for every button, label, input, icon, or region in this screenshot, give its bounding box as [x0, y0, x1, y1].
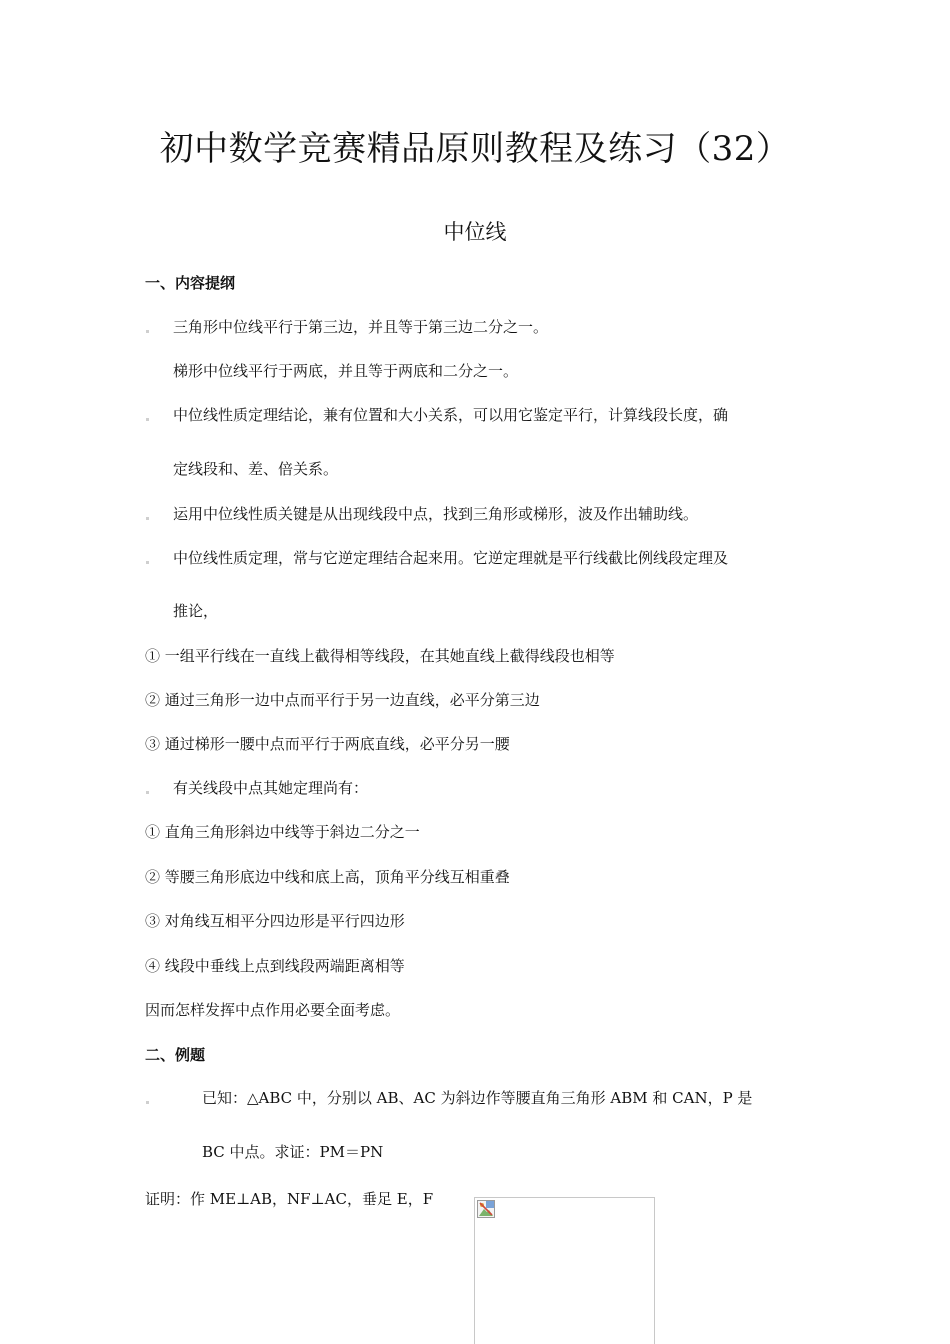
list-marker: [146, 517, 149, 520]
list-marker: [146, 561, 149, 564]
paragraph-4: 运用中位线性质关键是从出现线段中点，找到三角形或梯形，波及作出辅助线。: [173, 505, 699, 523]
page-title: 初中数学竞赛精品原则教程及练习（32）: [159, 129, 791, 169]
midpoint-theorem-2: ② 等腰三角形底边中线和底上高，顶角平分线互相重叠: [145, 868, 510, 886]
heading-outline: 一、内容提纲: [145, 274, 236, 292]
theorem-item-3: ③ 通过梯形一腰中点而平行于两底直线，必平分另一腰: [145, 735, 510, 753]
midpoint-theorem-4: ④ 线段中垂线上点到线段两端距离相等: [145, 957, 405, 975]
paragraph-3a: 中位线性质定理结论，兼有位置和大小关系，可以用它鉴定平行，计算线段长度，确: [173, 406, 729, 424]
midpoint-theorem-1: ① 直角三角形斜边中线等于斜边二分之一: [145, 823, 420, 841]
list-marker: [146, 1101, 149, 1104]
section-subtitle: 中位线: [443, 220, 507, 244]
paragraph-2: 梯形中位线平行于两底，并且等于两底和二分之一。: [173, 362, 519, 380]
list-marker: [146, 330, 149, 333]
figure-image: [474, 1197, 655, 1344]
paragraph-1: 三角形中位线平行于第三边，并且等于第三边二分之一。: [173, 318, 549, 336]
list-marker: [146, 418, 149, 421]
paragraph-6: 有关线段中点其她定理尚有：: [173, 779, 369, 797]
proof-line: 证明：作 ME⊥AB，NF⊥AC，垂足 E，F: [145, 1190, 434, 1208]
example-statement-1: 已知：△ABC 中，分别以 AB、AC 为斜边作等腰直角三角形 ABM 和 CAN，P 是: [202, 1089, 753, 1107]
paragraph-5b: 推论，: [173, 602, 219, 620]
heading-examples: 二、例题: [145, 1046, 206, 1064]
theorem-item-1: ① 一组平行线在一直线上截得相等线段，在其她直线上截得线段也相等: [145, 647, 615, 665]
paragraph-7: 因而怎样发挥中点作用必要全面考虑。: [145, 1001, 401, 1019]
example-statement-2: BC 中点。求证：PM＝PN: [202, 1143, 384, 1161]
broken-image-icon: [477, 1200, 495, 1218]
paragraph-5a: 中位线性质定理，常与它逆定理结合起来用。它逆定理就是平行线截比例线段定理及: [173, 549, 729, 567]
midpoint-theorem-3: ③ 对角线互相平分四边形是平行四边形: [145, 912, 405, 930]
paragraph-3b: 定线段和、差、倍关系。: [173, 460, 339, 478]
theorem-item-2: ② 通过三角形一边中点而平行于另一边直线，必平分第三边: [145, 691, 540, 709]
list-marker: [146, 791, 149, 794]
